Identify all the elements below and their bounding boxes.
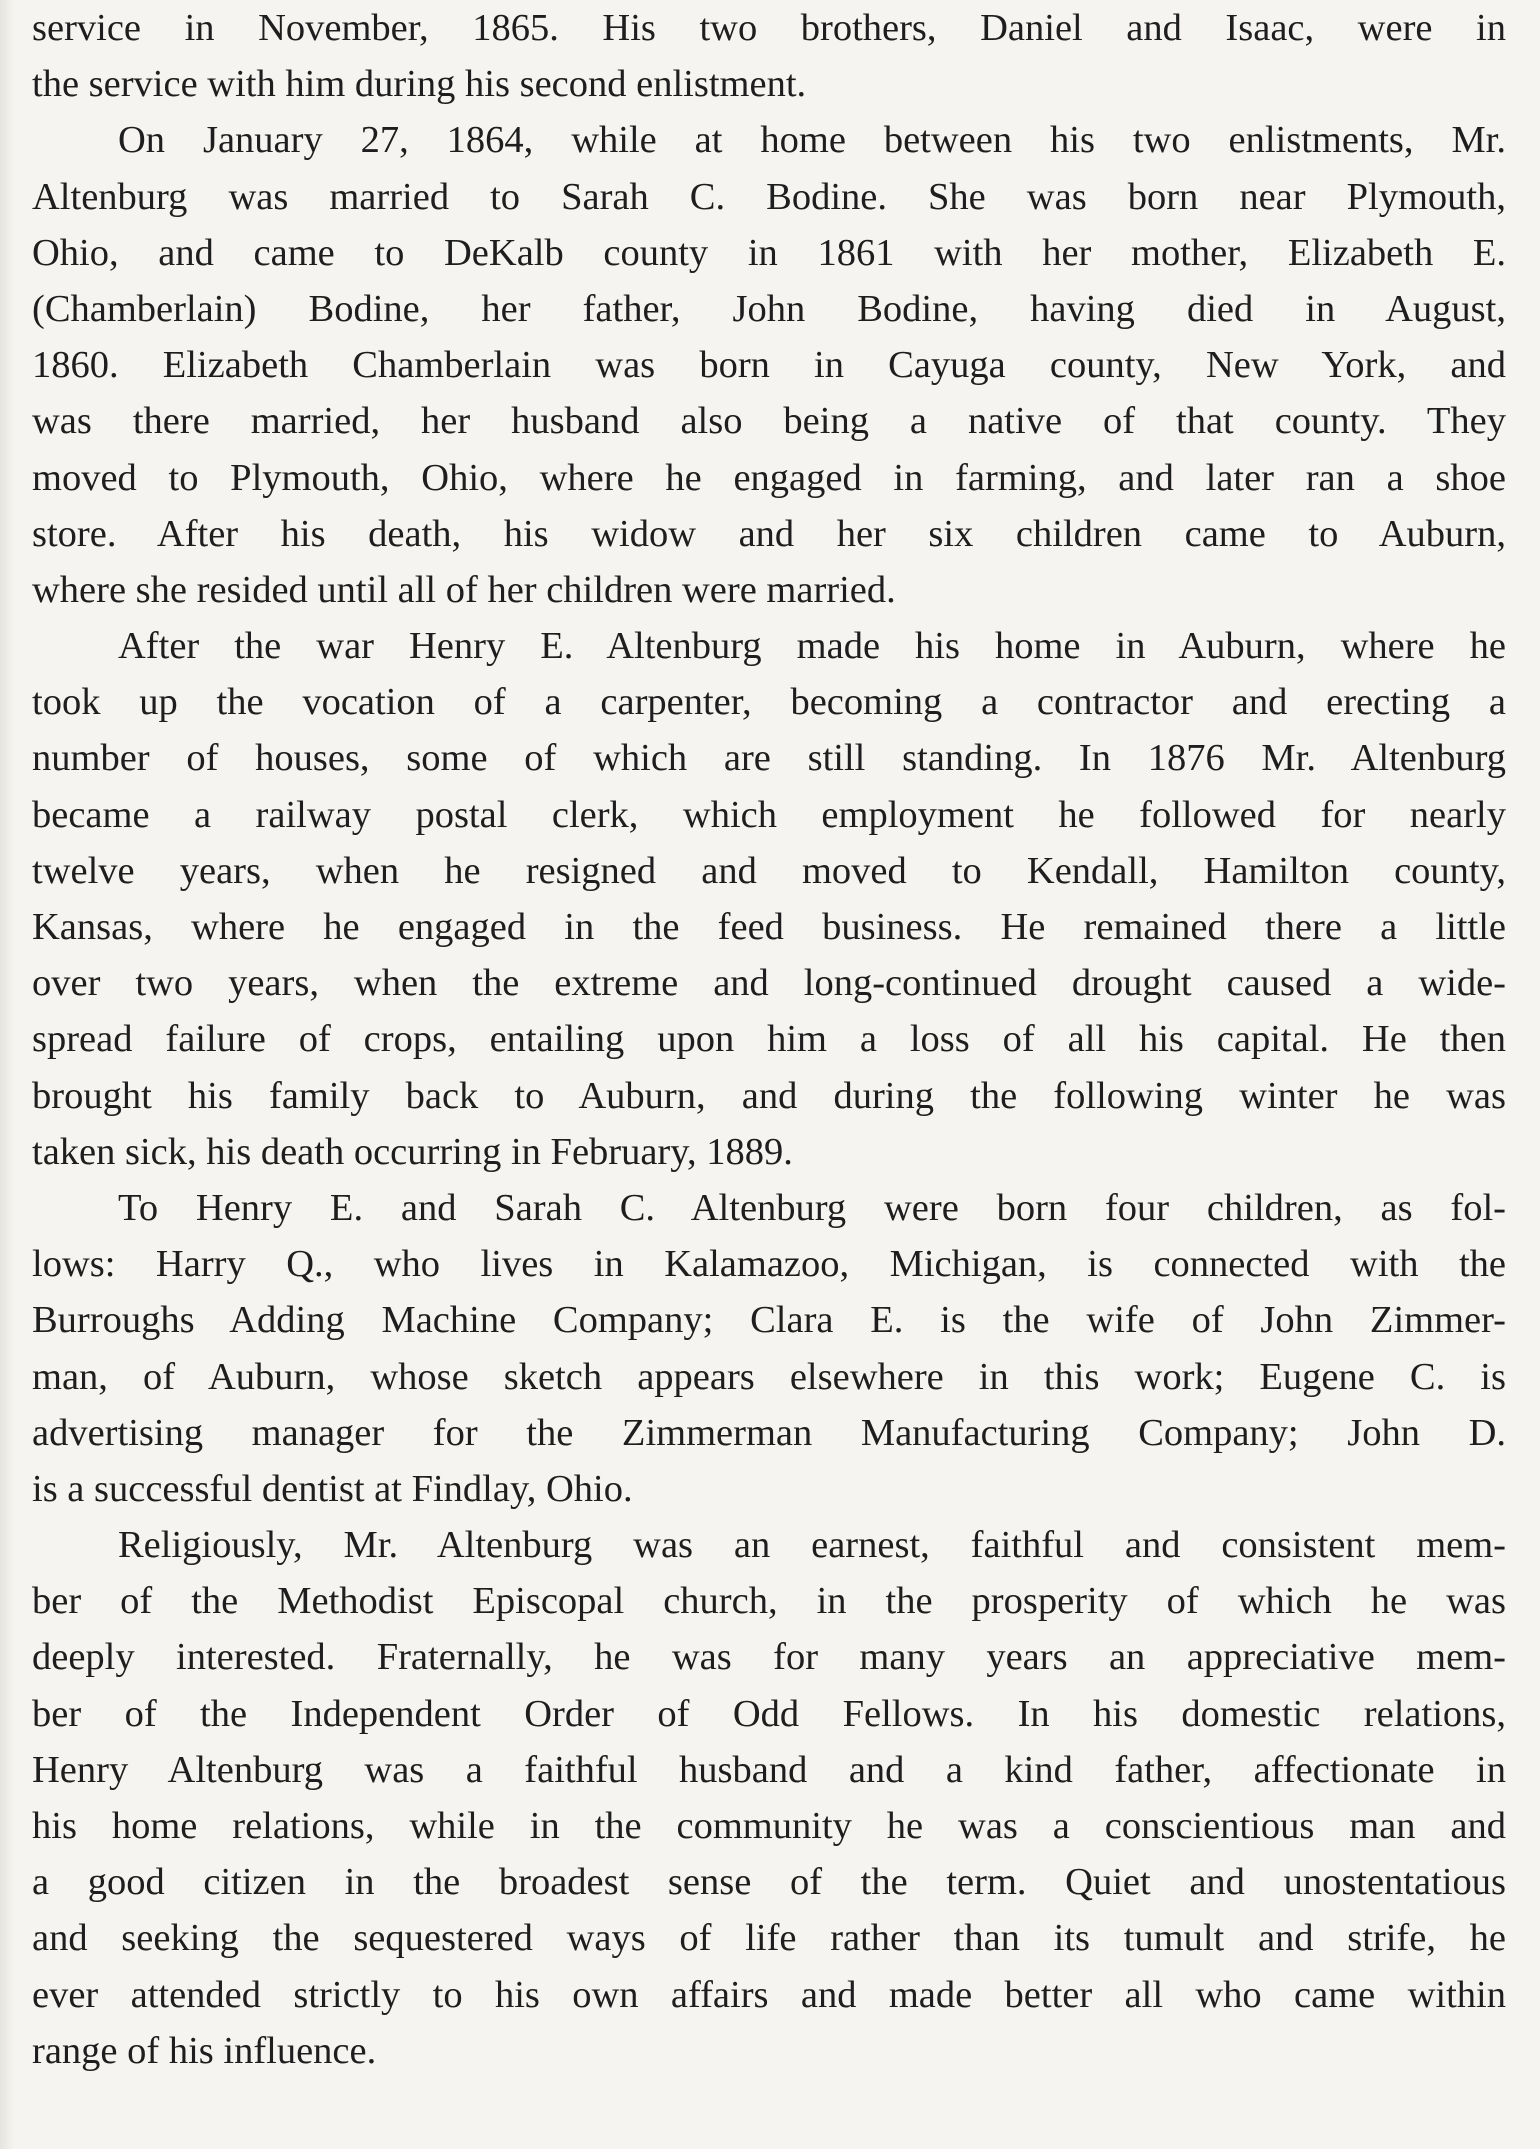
paragraph-religion [32, 1517, 1506, 2079]
text-line: advertising manager for the Zimmerman Manufacturing Company; John D. [32, 1411, 1506, 1454]
text-line: moved to Plymouth, Ohio, where he engaged in farming, and later ran a shoe [32, 456, 1506, 499]
text-line: was there married, her husband also being a native of that county. They [32, 400, 1506, 443]
text-line: number of houses, some of which are still standing. In 1876 Mr. Altenburg [32, 737, 1506, 780]
text-line: a good citizen in the broadest sense of the term. Quiet and unostentatious [32, 1861, 1506, 1904]
text-line: ber of the Independent Order of Odd Fellows. In his domestic relations, [32, 1692, 1506, 1735]
text-line: To Henry E. and Sarah C. Altenburg were born four children, as fol- [118, 1186, 1506, 1229]
text-line: where she resided until all of her children were married. [32, 568, 896, 611]
text-line: Henry Altenburg was a faithful husband and a kind father, affectionate in [32, 1748, 1506, 1791]
text-line: Religiously, Mr. Altenburg was an earnest, faithful and consistent mem- [118, 1524, 1506, 1567]
text-line: After the war Henry E. Altenburg made his home in Auburn, where he [118, 625, 1506, 668]
text-line: the service with him during his second enlistment. [32, 63, 807, 106]
text-line: twelve years, when he resigned and moved to Kendall, Hamilton county, [32, 849, 1506, 892]
text-line: his home relations, while in the community he was a conscientious man and [32, 1805, 1506, 1847]
text-line: range of his influence. [32, 2029, 377, 2072]
text-line: and seeking the sequestered ways of life rather than its tumult and strife, he [32, 1917, 1506, 1960]
text-line: is a successful dentist at Findlay, Ohio. [32, 1467, 633, 1510]
text-line: spread failure of crops, entailing upon him a loss of all his capital. He then [32, 1018, 1506, 1061]
text-line: deeply interested. Fraternally, he was for many years an appreciative mem- [32, 1636, 1506, 1679]
text-line: over two years, when the extreme and long-continued drought caused a wide- [32, 962, 1506, 1005]
text-line: On January 27, 1864, while at home between his two enlistments, Mr. [118, 119, 1506, 162]
text-line: 1860. Elizabeth Chamberlain was born in Cayuga county, New York, and [32, 344, 1506, 387]
text-line: Kansas, where he engaged in the feed business. He remained there a little [32, 906, 1506, 948]
paragraph-children [32, 1180, 1506, 1517]
text-line: taken sick, his death occurring in February, 1889. [32, 1130, 793, 1173]
paragraph-after-war [32, 618, 1506, 1180]
text-line: lows: Harry Q., who lives in Kalamazoo, Michigan, is connected with the [32, 1243, 1506, 1286]
body-text [32, 0, 1506, 2079]
text-line: man, of Auburn, whose sketch appears elsewhere in this work; Eugene C. is [32, 1355, 1506, 1398]
paragraph-marriage [32, 112, 1506, 618]
text-line: ever attended strictly to his own affairs and made better all who came within [32, 1973, 1506, 2016]
text-line: Ohio, and came to DeKalb county in 1861 with her mother, Elizabeth E. [32, 231, 1506, 274]
text-line: (Chamberlain) Bodine, her father, John Bodine, having died in August, [32, 287, 1506, 330]
text-line: service in November, 1865. His two brothers, Daniel and Isaac, were in [32, 7, 1506, 49]
text-line: became a railway postal clerk, which employment he followed for nearly [32, 793, 1506, 836]
text-line: ber of the Methodist Episcopal church, in the prosperity of which he was [32, 1580, 1506, 1623]
text-line: took up the vocation of a carpenter, becoming a contractor and erecting a [32, 681, 1506, 724]
text-line: Altenburg was married to Sarah C. Bodine. She was born near Plymouth, [32, 175, 1506, 218]
paragraph-service [32, 0, 1506, 112]
text-line: Burroughs Adding Machine Company; Clara E. is the wife of John Zimmer- [32, 1299, 1506, 1342]
text-line: brought his family back to Auburn, and during the following winter he was [32, 1074, 1506, 1117]
text-line: store. After his death, his widow and her six children came to Auburn, [32, 512, 1506, 555]
